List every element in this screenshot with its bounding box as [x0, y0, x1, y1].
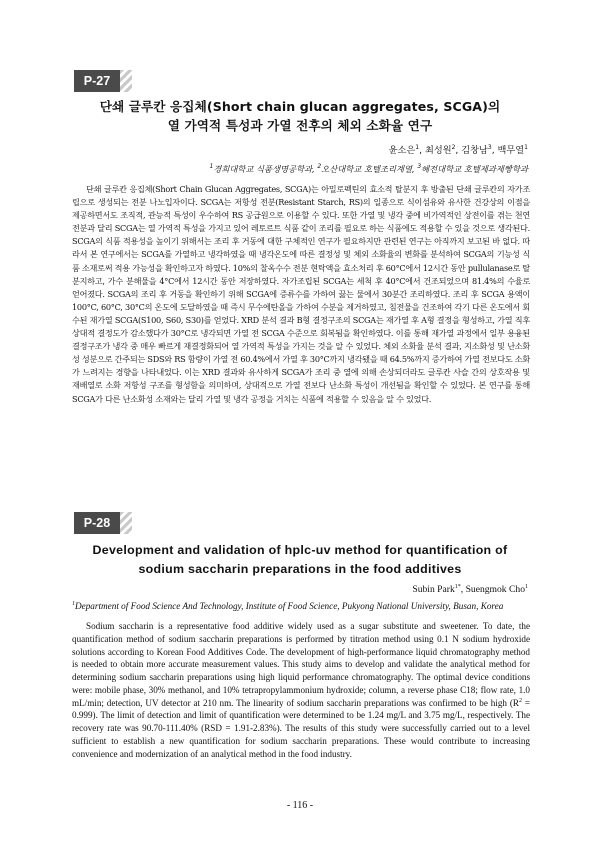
- affiliation-list: $^1$Department of Food Science And Technology, Institute of Food Science, Pukyong National University, Busan, Korea: [72, 600, 504, 611]
- page-number: - 116 -: [286, 800, 314, 811]
- abstract-title: [40, 98, 560, 135]
- abstract-body: Sodium saccharin is a representative food additive widely used as a sugar substitute and sweetener. To date, the quantification method of sodium saccharin preparations is performed by titration method using 0.1 N sodium hydroxide solutions according to Korean Food Additives Code. The development of high-performance liquid chromatography method is needed to obtain more accurate measurement values. This study aims to develop and validate the analytical method for determining sodium saccharin preparations using high liquid performance chromatography. The optimal device conditions were: mobile phase, 30% methanol, and 10% tetrapropylammonium hydroxide; column, a reverse phase C18; flow rate, 1.0 mL/min; detection, UV detector at 210 nm. The linearity of sodium saccharin preparations was confirmed to be high $(R^2 = 0.999)$. The limit of detection and limit of quantification were determined to be 1.24 mg/L and 3.75 mg/L, respectively. The recovery rate was 90.70-111.40% (RSD = 1.91-2.83%). The results of this study were successfully carried out to a level sufficient to establish a new quantification for sodium saccharin preparations. These would contribute to increasing convenience and modernization of an analytical method in the food industry.: [72, 621, 530, 759]
- author-list: 윤소은$^1$, 최성원$^2$, 김창남$^3$, 백무열$^1$: [388, 143, 528, 156]
- author-list: Subin Park$^{1*}$, Suengmok Cho$^1$: [412, 583, 528, 595]
- affiliation-list: $^1$경희대학교 식품생명공학과, $^2$오산대학교 호텔조리계열, $^3$혜전대학교 호텔제과제빵학과: [209, 163, 528, 174]
- title-line: Development and validation of hplc-uv method for quantification of: [92, 543, 508, 557]
- abstract-tag: P-28: [74, 512, 120, 534]
- abstract-body: 단쇄 글루칸 응집체(Short Chain Glucan Aggregates, SCGA)는 아밀로펙틴의 효소적 탈분지 후 방출된 단쇄 글루칸의 자가조립으로 생성되는 전분 나노입자이다. SCGA는 저항성 전분(Resistant Starch, RS)의 일종으로 식이섬유와 유사한 건강상의 이점을 제공하면서도 조직적, 관능적 특성이 우수하여 RS 공급원으로 이용할 수 있다. 또한 가열 및 냉각 중에 비가역적인 상전이를 겪는 천연 전분과 달리 SCGA는 열 가역적 특성을 가지고 있어 레토르트 식품 같이 조리를 필요로 하는 식품에도 적용할 수 있을 것으로 생각된다. SCGA의 식품 적용성을 높이기 위해서는 조리 후 거동에 대한 구체적인 연구가 필요하지만 관련된 연구는 아직까지 보고된 바 없다. 따라서 본 연구에서는 SCGA를 가열하고 냉각하였을 때 냉각온도에 따른 결정성 및 체외 소화율의 변화를 분석하여 SCGA의 기능성 식품 소재로써 적용 가능성을 확인하고자 하였다. 10%의 찰옥수수 전분 현탁액을 효소처리 후 60°C에서 12시간 동안 pullulanase로 탈분지하고, 가수 분해물을 4°C에서 12시간 동안 저장하였다. 자가조립된 SCGA는 세척 후 40°C에서 건조되었으며 81.4%의 수율로 얻어졌다. SCGA의 조리 후 거동을 확인하기 위해 SCGA에 증류수를 가하여 끓는 물에서 30분간 조리하였다. 조리 후 SCGA 용액이 100°C, 60°C, 30°C의 온도에 도달하였을 때 즉시 무수에탄올을 가하여 수분을 제거하였고, 침전물을 건조하여 각기 다른 온도에서 회수된 재가열 SCGA(S100, S60, S30)를 얻었다. XRD 분석 결과 B형 결정구조의 SCGA는 재가열 후 A형 결정을 형성하고, 가열 직후 상대적 결정도가 감소했다가 30°C로 냉각되면 가열 전 SCGA 수준으로 회복됨을 확인하였다. 이를 통해 재가열 과정에서 일부 용융된 결정구조가 냉각 중 매우 빠르게 재결정화되어 열 가역적 특성을 가지는 것을 알 수 있었다. 체외 소화율 분석 결과, 지소화성 및 난소화성 성분으로 간주되는 SDS와 RS 함량이 가열 전 60.4%에서 가열 후 30°C까지 냉각됐을 때 64.5%까지 증가하여 가열 전보다도 소화가 느려지는 경향을 나타내었다. 이는 XRD 결과와 유사하게 SCGA가 조리 중 열에 의해 손상되더라도 글루칸 사슬 간의 상호작용 및 재배열로 소화 저항성 구조를 형성함을 의미하며, 상대적으로 가열 전보다 난소화 특성이 개선됨을 확인할 수 있었다. 본 연구를 통해 SCGA가 다른 난소화성 소재와는 달리 가열 및 냉각 공정을 거치는 식품에 적용할 수 있음을 알 수 있었다.: [72, 184, 530, 404]
- title-line: 열 가역적 특성과 가열 전후의 체외 소화율 연구: [167, 117, 433, 133]
- abstract-tag: P-27: [74, 70, 120, 92]
- tag-stripe-decoration: [120, 512, 132, 534]
- abstract-title: [40, 541, 560, 578]
- title-line: 단쇄 글루칸 응집체(Short chain glucan aggregates, SCGA)의: [99, 99, 501, 114]
- tag-stripe-decoration: [120, 70, 132, 92]
- title-line: sodium saccharin preparations in the food additives: [138, 561, 462, 576]
